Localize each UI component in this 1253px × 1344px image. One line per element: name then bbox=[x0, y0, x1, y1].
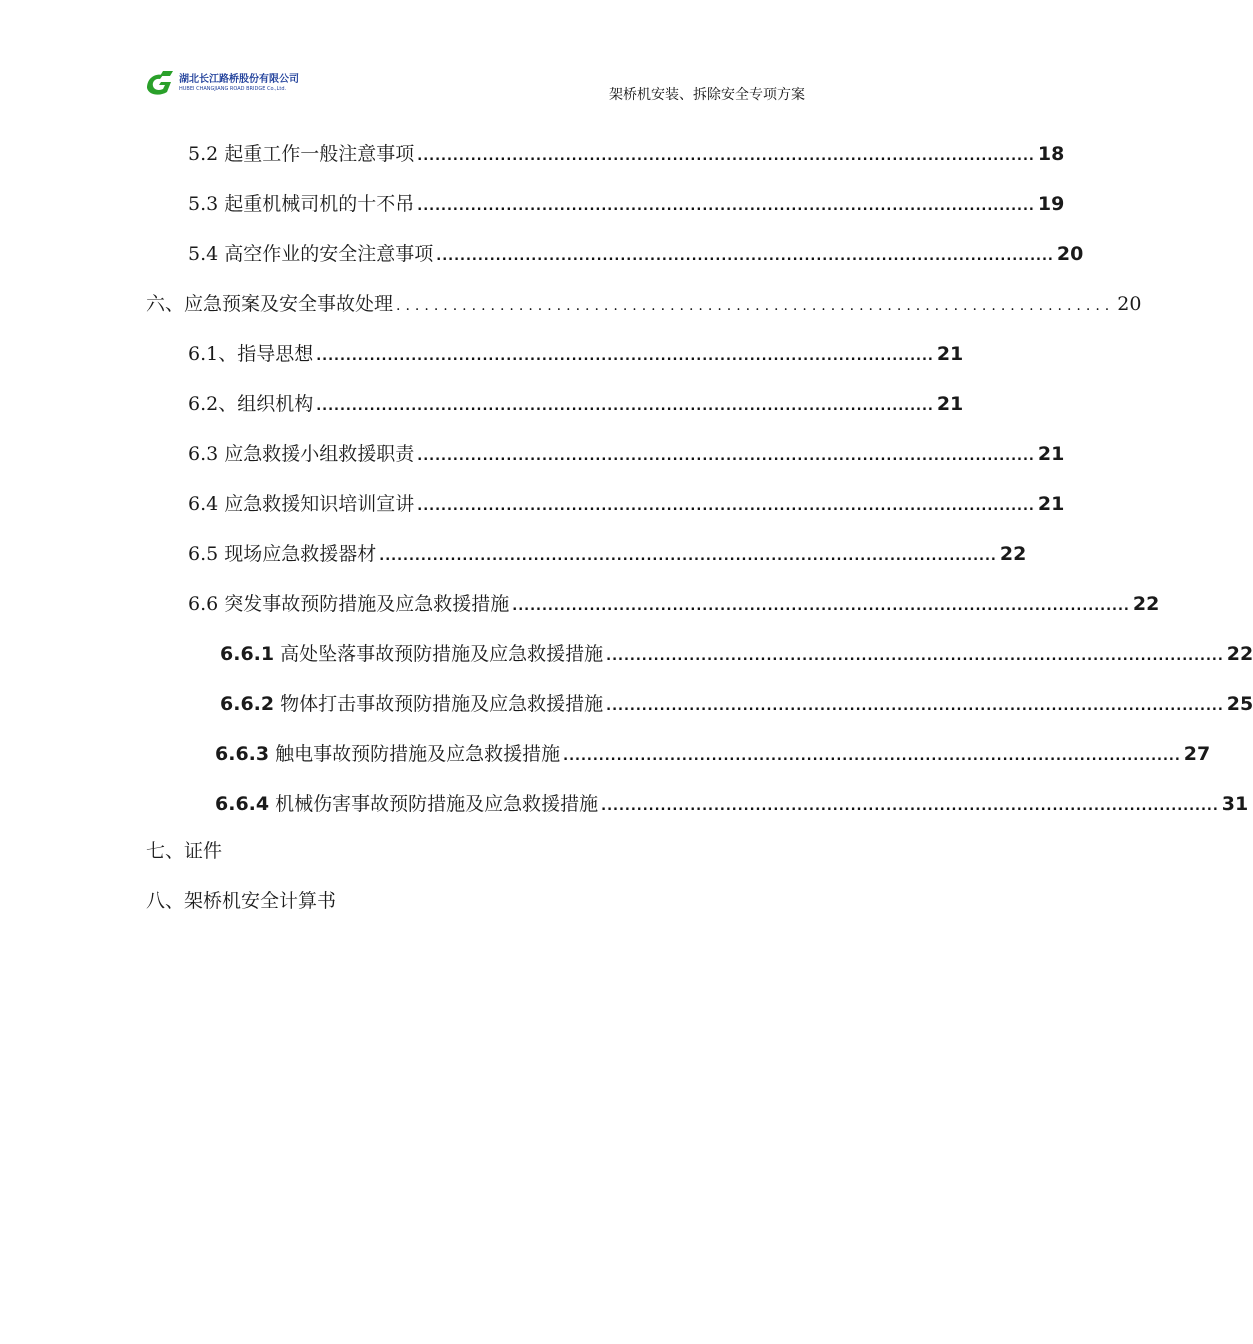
toc-entry-label: 5.3 起重机械司机的十不吊 bbox=[188, 193, 415, 215]
document-title: 架桥机安装、拆除安全专项方案 bbox=[609, 87, 805, 103]
toc-entry[interactable] bbox=[215, 789, 1249, 819]
toc-entry-number: 6.6.2 bbox=[220, 693, 275, 715]
toc-entry-page: 20 bbox=[1117, 293, 1142, 315]
company-logo bbox=[143, 68, 297, 98]
toc-leader-dots: ........................................................................................................ bbox=[436, 249, 1054, 264]
toc-entry-label: 6.2、组织机构 bbox=[188, 393, 314, 415]
toc-entry-number: 6.6.1 bbox=[220, 643, 275, 665]
toc-entry-page: 21 bbox=[1037, 443, 1065, 465]
toc-entry[interactable] bbox=[220, 689, 1253, 719]
toc-entry-label: 6.1、指导思想 bbox=[188, 343, 314, 365]
toc-entry-page: 27 bbox=[1183, 743, 1211, 765]
toc-entry-label: 物体打击事故预防措施及应急救援措施 bbox=[274, 693, 604, 715]
toc-plain-entry[interactable]: 八、架桥机安全计算书 bbox=[146, 890, 337, 912]
toc-entry[interactable] bbox=[188, 489, 1065, 519]
toc-entry-title bbox=[220, 639, 603, 666]
toc-entry-number: 6.6.4 bbox=[215, 793, 270, 815]
toc-entry[interactable] bbox=[188, 339, 964, 369]
toc-entry[interactable] bbox=[188, 439, 1065, 469]
toc-entry-title bbox=[215, 739, 560, 766]
toc-leader-dots: ............................................................................ bbox=[396, 298, 1115, 314]
toc-plain-entry[interactable]: 七、证件 bbox=[146, 840, 223, 862]
toc-entry-label: 6.4 应急救援知识培训宣讲 bbox=[188, 493, 415, 515]
toc-entry-page: 22 bbox=[1226, 643, 1253, 665]
toc-entry-title bbox=[220, 689, 603, 716]
toc-entry-page: 21 bbox=[936, 393, 964, 415]
toc-entry-label: 6.5 现场应急救援器材 bbox=[188, 543, 377, 565]
toc-entry-title bbox=[215, 789, 598, 816]
toc-entry-page: 31 bbox=[1221, 793, 1249, 815]
toc-entry-number: 6.6.3 bbox=[215, 743, 270, 765]
toc-entry[interactable] bbox=[188, 189, 1065, 219]
toc-entry-label: 高处坠落事故预防措施及应急救援措施 bbox=[274, 643, 604, 665]
toc-leader-dots: ........................................................................................................ bbox=[379, 549, 997, 564]
toc-entry-page: 18 bbox=[1037, 143, 1065, 165]
toc-entry-label: 5.4 高空作业的安全注意事项 bbox=[188, 243, 434, 265]
toc-leader-dots: ........................................................................................................ bbox=[606, 649, 1224, 664]
page-header bbox=[0, 0, 950, 112]
toc-entry[interactable] bbox=[188, 589, 1160, 619]
logo-company-name-en: HUBEI CHANGJIANG ROAD BRIDGE Co.,Ltd. bbox=[179, 85, 287, 92]
toc-entry[interactable] bbox=[215, 739, 1211, 769]
toc-leader-dots: ........................................................................................................ bbox=[417, 499, 1035, 514]
logo-company-name: 湖北长江路桥股份有限公司 bbox=[179, 73, 299, 85]
toc-entry-page: 20 bbox=[1056, 243, 1084, 265]
toc-entry-page: 19 bbox=[1037, 193, 1065, 215]
toc-leader-dots: ........................................................................................................ bbox=[512, 599, 1130, 614]
toc-entry-label: 触电事故预防措施及应急救援措施 bbox=[269, 743, 561, 765]
toc-entry-page: 22 bbox=[1132, 593, 1160, 615]
toc-entry[interactable] bbox=[188, 139, 1065, 169]
toc-leader-dots: ........................................................................................................ bbox=[417, 149, 1035, 164]
toc-leader-dots: ........................................................................................................ bbox=[316, 349, 934, 364]
toc-leader-dots: ........................................................................................................ bbox=[601, 799, 1219, 814]
toc-entry-label: 6.6 突发事故预防措施及应急救援措施 bbox=[188, 593, 510, 615]
toc-entry-label: 机械伤害事故预防措施及应急救援措施 bbox=[269, 793, 599, 815]
toc-leader-dots: ........................................................................................................ bbox=[417, 199, 1035, 214]
toc-entry[interactable] bbox=[188, 239, 1084, 269]
toc-leader-dots: ........................................................................................................ bbox=[606, 699, 1224, 714]
toc-entry[interactable] bbox=[220, 639, 1253, 669]
toc-leader-dots: ........................................................................................................ bbox=[563, 749, 1181, 764]
toc-entry-label: 六、应急预案及安全事故处理 bbox=[146, 293, 394, 315]
toc-leader-dots: ........................................................................................................ bbox=[316, 399, 934, 414]
toc-entry-page: 25 bbox=[1226, 693, 1253, 715]
company-logo-icon bbox=[143, 68, 177, 98]
toc-entry[interactable] bbox=[146, 289, 1142, 319]
toc-entry-page: 22 bbox=[999, 543, 1027, 565]
toc-entry-page: 21 bbox=[1037, 493, 1065, 515]
toc-entry[interactable] bbox=[188, 389, 964, 419]
toc-entry-label: 6.3 应急救援小组救援职责 bbox=[188, 443, 415, 465]
toc-entry-page: 21 bbox=[936, 343, 964, 365]
toc-entry-label: 5.2 起重工作一般注意事项 bbox=[188, 143, 415, 165]
toc-entry[interactable] bbox=[188, 539, 1027, 569]
toc-leader-dots: ........................................................................................................ bbox=[417, 449, 1035, 464]
